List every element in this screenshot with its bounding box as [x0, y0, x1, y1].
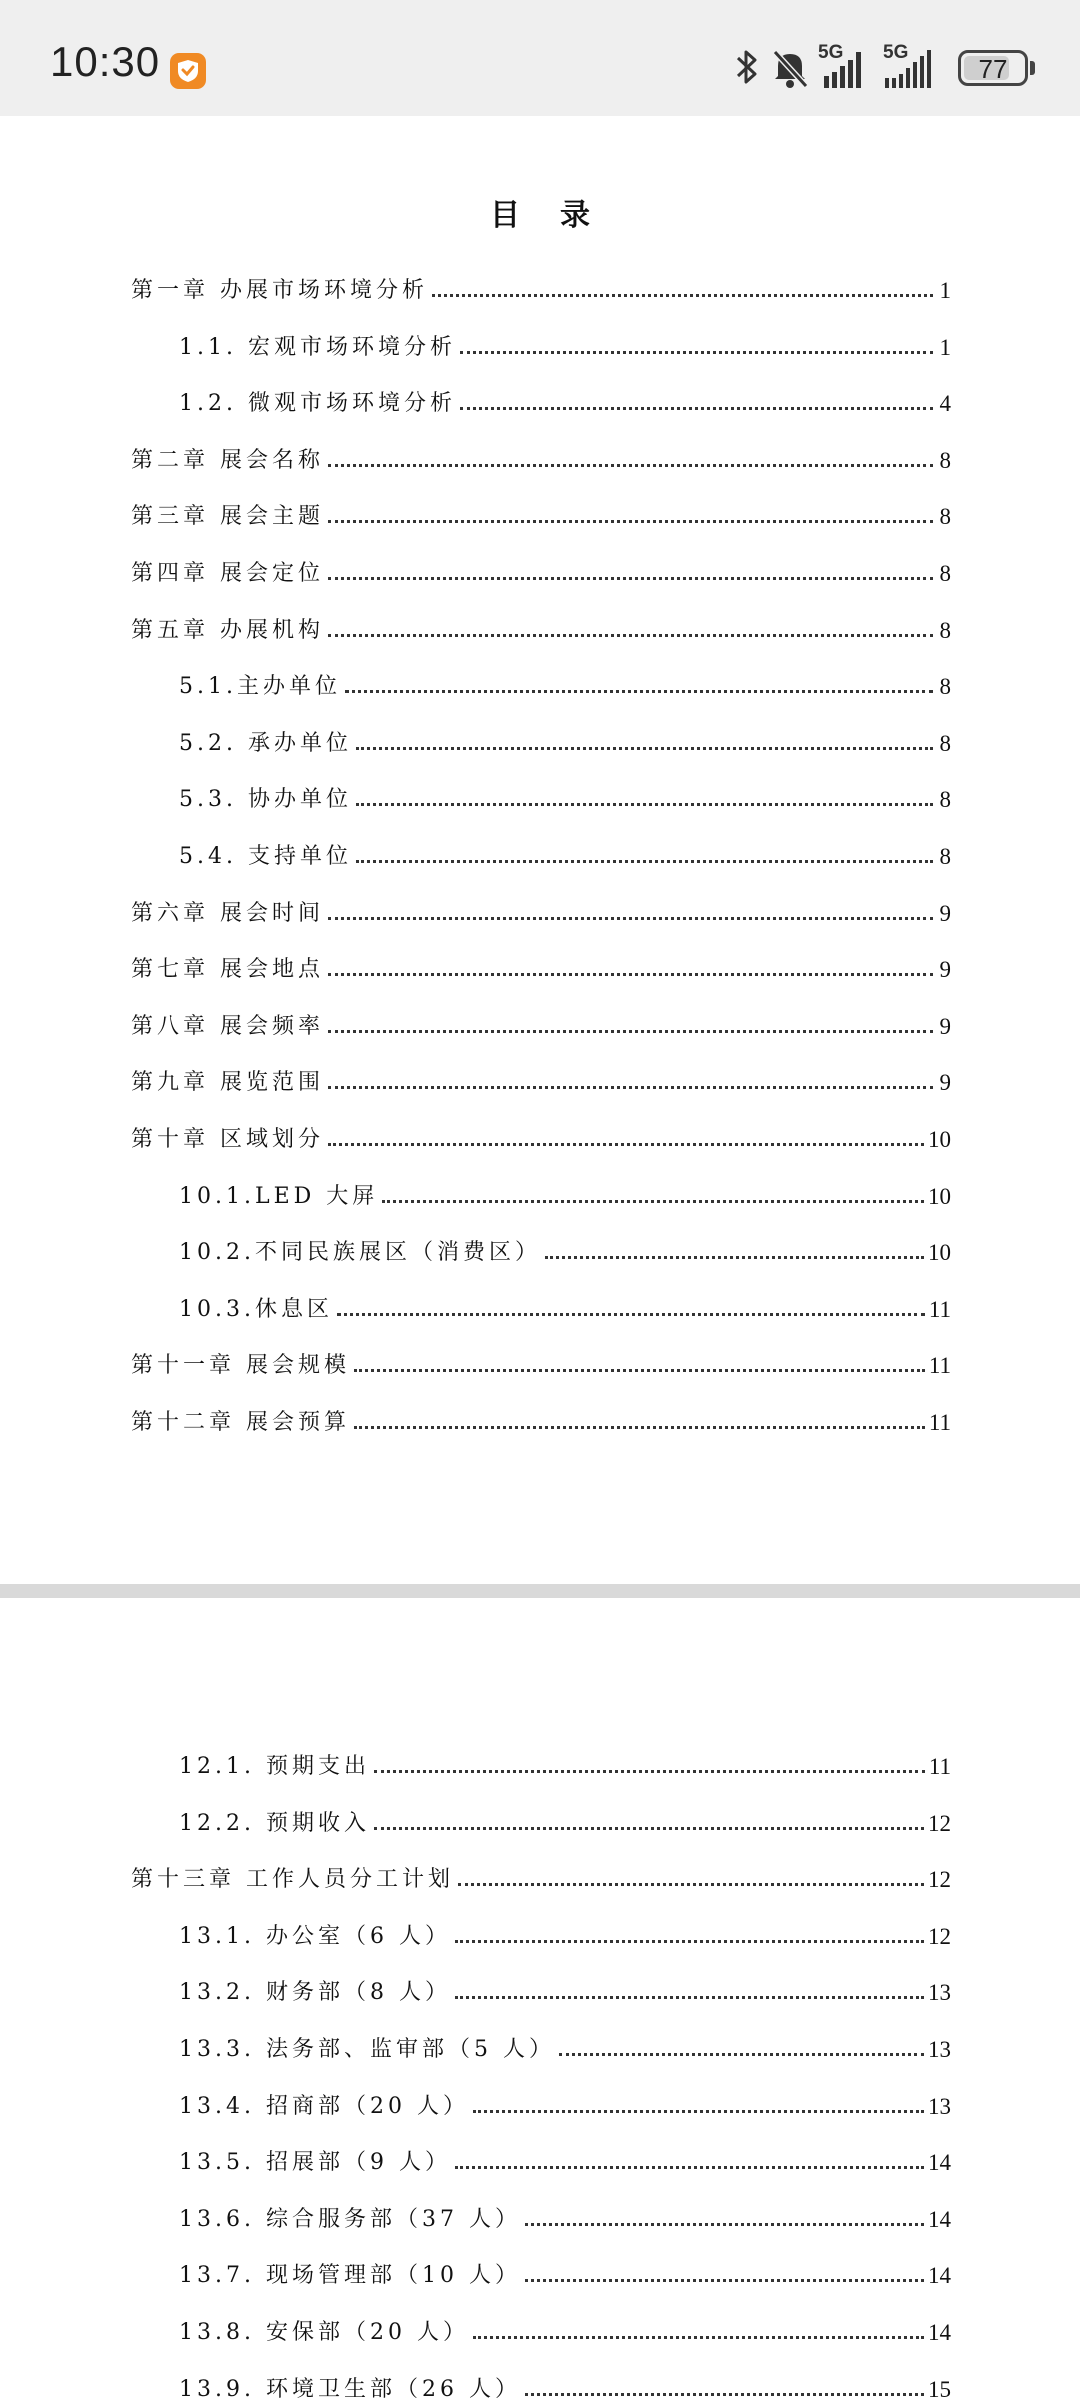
toc-entry-text: 第九章 展览范围 — [131, 1070, 324, 1096]
toc-entry-text: 10.1.LED 大屏 — [179, 1183, 379, 1209]
toc-page-number: 1 — [939, 334, 951, 360]
toc-page-number: 8 — [939, 617, 951, 643]
toc-page-number: 14 — [928, 2263, 951, 2289]
toc-page-number: 9 — [939, 1013, 951, 1039]
toc-title: 目录 — [490, 198, 630, 233]
toc-entry-text: 第二章 展会名称 — [131, 447, 324, 473]
toc-dot-leader — [328, 973, 933, 976]
toc-dot-leader — [473, 2336, 924, 2339]
toc-page-number: 13 — [928, 2093, 951, 2119]
toc-entry[interactable] — [179, 1910, 951, 1950]
toc-dot-leader — [337, 1313, 925, 1316]
toc-entry-text: 12.1. 预期支出 — [179, 1754, 370, 1779]
signal-5g-primary — [818, 44, 878, 92]
toc-dot-leader — [455, 1996, 924, 1999]
toc-page-number: 1 — [939, 278, 951, 303]
toc-page-number: 13 — [928, 2037, 951, 2062]
toc-entry[interactable] — [179, 2306, 951, 2346]
toc-entry-text: 第一章 办展市场环境分析 — [131, 278, 428, 303]
toc-page-number: 13 — [928, 1980, 951, 2006]
toc-page-number: 12 — [928, 1867, 951, 1893]
toc-dot-leader — [328, 1086, 933, 1089]
toc-entry-text: 13.7. 现场管理部（10 人） — [179, 2263, 521, 2289]
toc-entry[interactable] — [179, 830, 951, 870]
toc-entry-text: 1.1. 宏观市场环境分析 — [179, 334, 456, 360]
toc-page-number: 10 — [928, 1240, 951, 1266]
toc-page-number: 8 — [939, 561, 951, 586]
toc-entry-text: 第六章 展会时间 — [131, 900, 324, 926]
toc-page-number: 8 — [939, 674, 951, 700]
toc-dot-leader — [374, 1827, 924, 1830]
battery-indicator — [958, 50, 1028, 86]
toc-dot-leader — [455, 2166, 924, 2169]
toc-entry-text: 第十二章 展会预算 — [131, 1410, 350, 1435]
toc-entry-text: 5.1.主办单位 — [179, 674, 341, 700]
toc-dot-leader — [328, 464, 933, 467]
toc-dot-leader — [545, 1256, 924, 1259]
bell-muted-icon — [770, 44, 810, 92]
toc-page-number: 10 — [928, 1183, 951, 1209]
toc-entry-text: 第十三章 工作人员分工计划 — [131, 1867, 454, 1893]
status-bar — [0, 0, 1080, 116]
toc-entry[interactable] — [179, 321, 951, 361]
toc-entry-text: 13.1. 办公室（6 人） — [179, 1923, 451, 1949]
toc-entry[interactable] — [179, 1966, 951, 2006]
toc-entry[interactable] — [179, 2136, 951, 2176]
toc-entry-text: 第五章 办展机构 — [131, 617, 324, 643]
toc-dot-leader — [328, 577, 933, 580]
network-type-label: 5G — [883, 42, 909, 63]
toc-entry[interactable] — [131, 1396, 951, 1436]
toc-entry[interactable] — [131, 264, 951, 304]
toc-entry-text: 10.2.不同民族展区（消费区） — [179, 1240, 541, 1266]
toc-dot-leader — [525, 2223, 924, 2226]
toc-entry[interactable] — [179, 2023, 951, 2063]
toc-entry-text: 13.6. 综合服务部（37 人） — [179, 2206, 521, 2232]
toc-entry[interactable] — [179, 1226, 951, 1266]
toc-page-number: 9 — [939, 900, 951, 926]
toc-dot-leader — [458, 1883, 924, 1886]
toc-entry[interactable] — [131, 1000, 951, 1040]
status-time: 10:30 — [50, 38, 161, 85]
battery-percent: 77 — [978, 54, 1008, 84]
toc-entry[interactable] — [131, 1853, 951, 1893]
toc-entry[interactable] — [131, 943, 951, 983]
toc-dot-leader — [432, 294, 933, 297]
toc-entry[interactable] — [179, 2080, 951, 2120]
toc-dot-leader — [525, 2279, 924, 2282]
toc-entry-text: 12.2. 预期收入 — [179, 1810, 370, 1836]
toc-entry-text: 第三章 展会主题 — [131, 504, 324, 530]
toc-entry[interactable] — [131, 887, 951, 927]
toc-page-number: 8 — [939, 447, 951, 473]
toc-dot-leader — [328, 917, 933, 920]
toc-entry[interactable] — [179, 1283, 951, 1323]
toc-dot-leader — [460, 407, 933, 410]
toc-page-number: 12 — [928, 1810, 951, 1836]
toc-entry[interactable] — [179, 660, 951, 700]
toc-dot-leader — [374, 1770, 925, 1773]
toc-entry[interactable] — [179, 2363, 951, 2403]
toc-page-number: 8 — [939, 504, 951, 530]
toc-dot-leader — [328, 1143, 924, 1146]
toc-page-number: 14 — [928, 2320, 951, 2345]
toc-page-number: 14 — [928, 2150, 951, 2176]
toc-page-number: 11 — [928, 1353, 951, 1379]
signal-bars-icon — [883, 44, 943, 92]
toc-dot-leader — [559, 2053, 924, 2056]
toc-page-number: 9 — [939, 957, 951, 983]
toc-entry-text: 13.4. 招商部（20 人） — [179, 2093, 469, 2119]
toc-page-number: 4 — [939, 391, 951, 417]
toc-page-number: 11 — [928, 1410, 951, 1435]
toc-dot-leader — [345, 690, 933, 693]
toc-dot-leader — [354, 1369, 925, 1372]
toc-page-number: 9 — [939, 1070, 951, 1096]
toc-entry-text: 10.3.休息区 — [179, 1296, 333, 1322]
toc-entry[interactable] — [179, 2193, 951, 2233]
bluetooth-icon — [733, 44, 761, 92]
toc-dot-leader — [356, 803, 933, 806]
toc-page-number: 8 — [939, 730, 951, 756]
page-separator — [0, 1584, 1080, 1598]
toc-entry[interactable] — [179, 717, 951, 757]
toc-dot-leader — [473, 2110, 924, 2113]
toc-entry[interactable] — [131, 604, 951, 644]
toc-entry[interactable] — [179, 1797, 951, 1837]
toc-entry-text: 第八章 展会频率 — [131, 1013, 324, 1039]
toc-dot-leader — [382, 1200, 924, 1203]
toc-entry-text: 13.9. 环境卫生部（26 人） — [179, 2376, 521, 2402]
app-notification-icon — [170, 53, 206, 89]
toc-dot-leader — [356, 747, 933, 750]
signal-bars-icon — [818, 44, 878, 92]
toc-entry-text: 13.5. 招展部（9 人） — [179, 2150, 451, 2176]
toc-entry[interactable] — [131, 1113, 951, 1153]
toc-dot-leader — [525, 2393, 924, 2396]
toc-page-number: 10 — [928, 1127, 951, 1152]
toc-entry[interactable] — [131, 434, 951, 474]
toc-dot-leader — [328, 634, 933, 637]
toc-entry-text: 5.2. 承办单位 — [179, 730, 352, 756]
toc-page-number: 8 — [939, 787, 951, 813]
toc-entry-text: 1.2. 微观市场环境分析 — [179, 391, 456, 417]
toc-page-number: 15 — [928, 2376, 951, 2402]
toc-dot-leader — [455, 1940, 924, 1943]
toc-entry[interactable] — [179, 2249, 951, 2289]
toc-dot-leader — [328, 520, 933, 523]
toc-entry-text: 5.4. 支持单位 — [179, 844, 352, 869]
toc-page-number: 14 — [928, 2206, 951, 2232]
toc-entry[interactable] — [131, 1056, 951, 1096]
toc-entry-text: 第十章 区域划分 — [131, 1127, 324, 1152]
toc-entry-text: 13.3. 法务部、监审部（5 人） — [179, 2037, 555, 2062]
toc-entry[interactable] — [179, 1170, 951, 1210]
signal-5g-secondary — [883, 44, 943, 92]
toc-entry-text: 13.2. 财务部（8 人） — [179, 1980, 451, 2006]
document-page-2 — [0, 1598, 1080, 2402]
toc-page-number: 11 — [928, 1296, 951, 1322]
toc-page-number: 11 — [928, 1754, 951, 1779]
toc-dot-leader — [328, 1030, 933, 1033]
document-page-1 — [0, 116, 1080, 1584]
toc-dot-leader — [354, 1426, 925, 1429]
toc-entry-text: 13.8. 安保部（20 人） — [179, 2320, 469, 2345]
toc-entry[interactable] — [131, 547, 951, 587]
toc-entry[interactable] — [179, 773, 951, 813]
toc-entry-text: 第七章 展会地点 — [131, 957, 324, 983]
network-type-label: 5G — [818, 42, 844, 63]
toc-page-number: 12 — [928, 1923, 951, 1949]
toc-entry-text: 第十一章 展会规模 — [131, 1353, 350, 1379]
toc-entry[interactable] — [131, 1339, 951, 1379]
toc-page-number: 8 — [939, 844, 951, 869]
toc-entry[interactable] — [179, 377, 951, 417]
toc-dot-leader — [356, 860, 933, 863]
toc-entry[interactable] — [179, 1740, 951, 1780]
battery-tip — [1030, 61, 1035, 75]
toc-entry-text: 第四章 展会定位 — [131, 561, 324, 586]
toc-entry-text: 5.3. 协办单位 — [179, 787, 352, 813]
toc-dot-leader — [460, 351, 933, 354]
toc-entry[interactable] — [131, 490, 951, 530]
